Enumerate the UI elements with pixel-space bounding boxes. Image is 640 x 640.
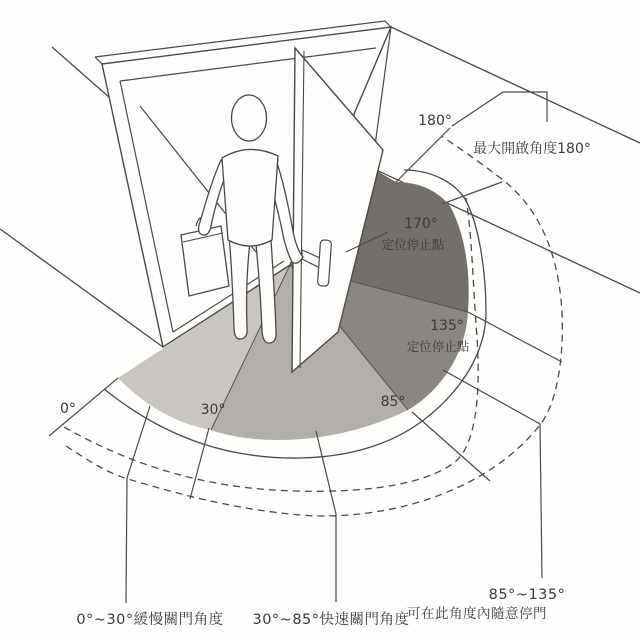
divider-170 (442, 182, 502, 204)
label-170deg: 170° (404, 216, 438, 232)
wall-edge-top-left (52, 47, 110, 98)
divider-30 (190, 428, 209, 499)
label-135-stop: 定位停止點 (406, 339, 470, 354)
person-head (232, 95, 267, 141)
leader-caption-slow (126, 406, 150, 603)
leader-135 (468, 312, 562, 362)
label-85deg: 85° (380, 394, 406, 410)
label-30deg: 30° (200, 402, 226, 418)
leader-caption-hold (443, 370, 542, 578)
label-180deg: 180° (418, 113, 452, 129)
ray-180 (396, 128, 450, 182)
caption-slow-close: 0°~30°緩慢關門角度 (76, 612, 224, 628)
label-135deg: 135° (430, 318, 464, 334)
door-handle-icon (317, 240, 331, 287)
wall-floor-left (0, 229, 163, 347)
caption-hold-desc: 可在此角度內隨意停門 (407, 606, 547, 622)
caption-labels (76, 587, 565, 628)
bracket-180 (452, 92, 547, 126)
divider-85 (412, 412, 490, 481)
caption-hold-range: 85°~135° (488, 587, 566, 603)
caption-fast-close: 30°~85°快速關門角度 (252, 612, 410, 628)
label-max-open: 最大開啟角度180° (473, 141, 591, 157)
label-0deg: 0° (60, 401, 76, 417)
briefcase (181, 226, 229, 296)
label-170-stop: 定位停止點 (381, 237, 445, 252)
frame-corner-cap (95, 57, 102, 64)
person-torso (222, 149, 278, 246)
